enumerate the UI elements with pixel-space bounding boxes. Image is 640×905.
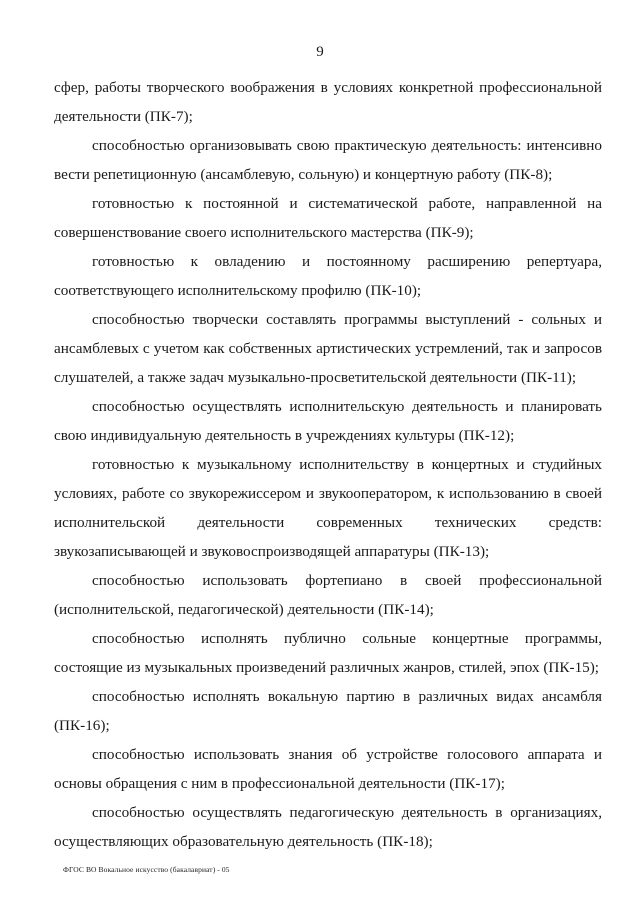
paragraph-pk15: способностью исполнять публично сольные концертные программы, состоящие из музыкальных произведений различных жанров, стилей, эпох (ПК-15);: [54, 630, 602, 676]
paragraph-pk12: способностью осуществлять исполнительскую деятельность и планировать свою индивидуальную деятельность в учреждениях культуры (ПК-12);: [54, 398, 602, 444]
paragraph-pk13: готовностью к музыкальному исполнительству в концертных и студийных условиях, работе со звукорежиссером и звукооператором, к использованию в своей исполнительской деятельности современных технических средств: звукозаписывающей и звуковоспроизводящей аппаратуры (ПК-13);: [54, 456, 602, 560]
paragraph-pk7-continuation: сфер, работы творческого воображения в условиях конкретной профессиональной деятельности (ПК-7);: [54, 79, 602, 125]
paragraph-pk17: способностью использовать знания об устройстве голосового аппарата и основы обращения с ним в профессиональной деятельности (ПК-17);: [54, 746, 602, 792]
paragraph-pk9: готовностью к постоянной и систематической работе, направленной на совершенствование своего исполнительского мастерства (ПК-9);: [54, 195, 602, 241]
paragraph-pk18: способностью осуществлять педагогическую деятельность в организациях, осуществляющих образовательную деятельность (ПК-18);: [54, 804, 602, 850]
document-body: [54, 73, 602, 856]
paragraph-pk16: способностью исполнять вокальную партию в различных видах ансамбля (ПК-16);: [54, 688, 602, 734]
paragraph-pk10: готовностью к овладению и постоянному расширению репертуара, соответствующего исполнительскому профилю (ПК-10);: [54, 253, 602, 299]
paragraph-pk8: способностью организовывать свою практическую деятельность: интенсивно вести репетиционную (ансамблевую, сольную) и концертную работу (ПК-8);: [54, 137, 602, 183]
page-number: 9: [316, 44, 324, 60]
paragraph-pk14: способностью использовать фортепиано в своей профессиональной (исполнительской, педагогической) деятельности (ПК-14);: [54, 572, 602, 618]
page-footer: ФГОС ВО Вокальное искусство (бакалавриат) - 05: [63, 865, 230, 874]
paragraph-pk11: способностью творчески составлять программы выступлений - сольных и ансамблевых с учетом как собственных артистических устремлений, так и запросов слушателей, а также задач музыкально-просветительской деятельности (ПК-11);: [54, 311, 602, 386]
